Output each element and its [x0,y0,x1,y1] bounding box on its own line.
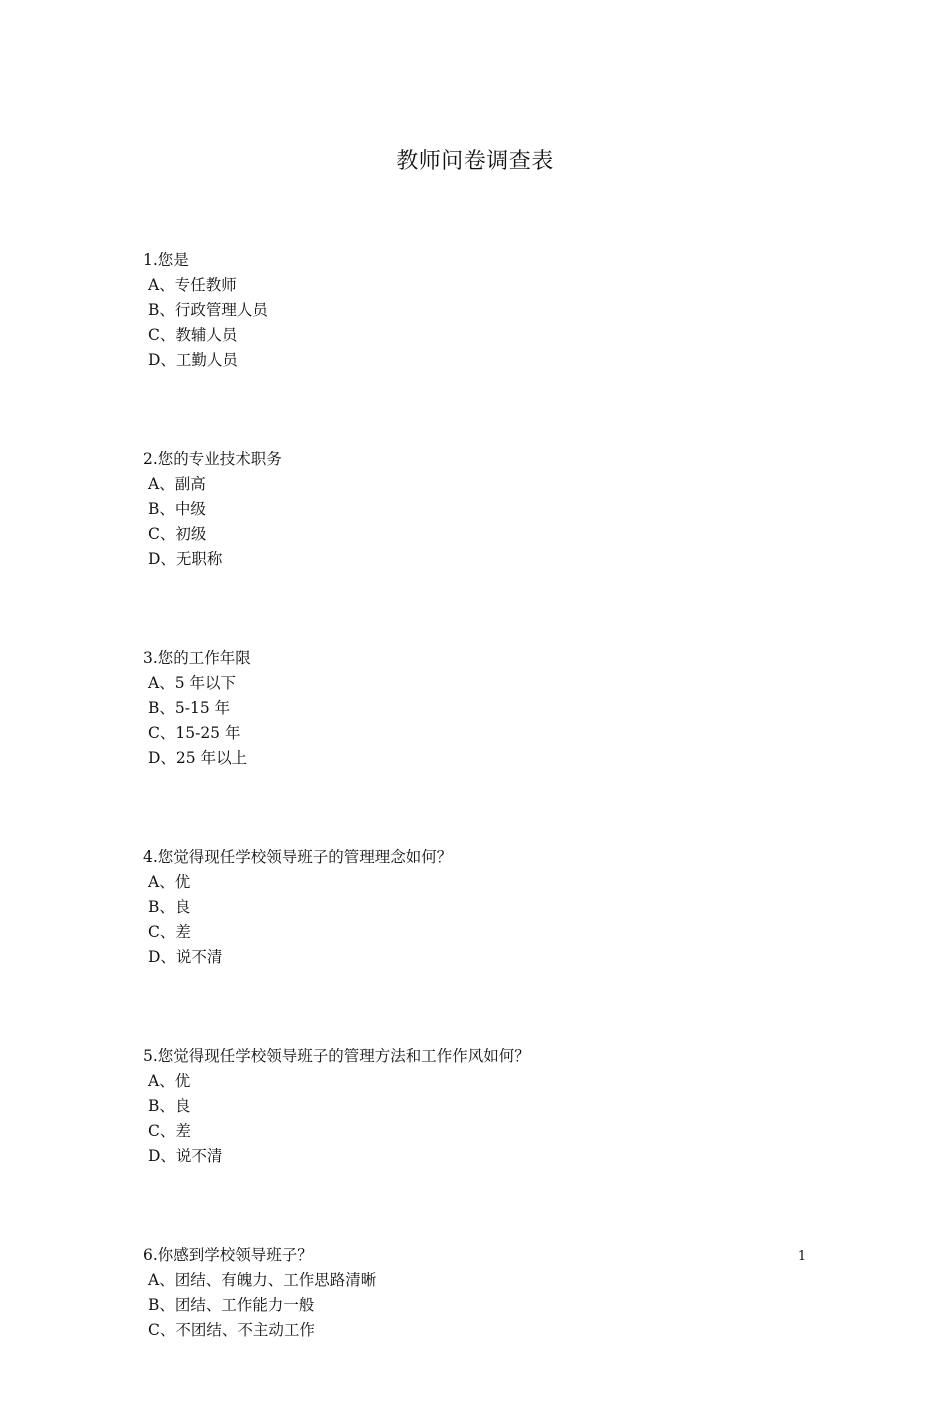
option-c: C、差 [148,923,191,941]
option-c: C、不团结、不主动工作 [148,1321,315,1339]
option-b: B、中级 [148,500,206,518]
question-6 [143,1243,823,1343]
option-d: D、说不清 [148,1147,223,1165]
option-d: D、工勤人员 [148,351,238,369]
question-3 [143,646,823,771]
option-d: D、说不清 [148,948,223,966]
option-a: A、副高 [148,475,206,493]
option-a: A、优 [148,873,191,891]
question-text: 2.您的专业技术职务 [143,450,282,468]
question-text: 4.您觉得现任学校领导班子的管理理念如何？ [143,848,453,866]
question-text: 3.您的工作年限 [143,649,251,667]
question-2 [143,447,823,572]
option-d: D、25 年以上 [148,749,248,767]
option-b: B、良 [148,1097,191,1115]
question-text: 5.您觉得现任学校领导班子的管理方法和工作作风如何？ [143,1047,530,1065]
option-c: C、初级 [148,525,207,543]
option-a: A、专任教师 [148,276,237,294]
option-a: A、团结、有魄力、工作思路清晰 [148,1271,377,1289]
option-c: C、15-25 年 [148,724,241,742]
question-list [143,248,823,1417]
option-c: C、教辅人员 [148,326,238,344]
option-b: B、团结、工作能力一般 [148,1296,315,1314]
option-a: A、优 [148,1072,191,1090]
document-title: 教师问卷调查表 [396,149,554,174]
option-b: B、5-15 年 [148,699,231,717]
question-text: 1.您是 [143,251,189,269]
question-text: 6.你感到学校领导班子？ [143,1246,313,1264]
option-b: B、行政管理人员 [148,301,268,319]
page-number: 1 [797,1249,807,1264]
option-c: C、差 [148,1122,191,1140]
option-b: B、良 [148,898,191,916]
option-a: A、5 年以下 [148,674,236,692]
question-4 [143,845,823,970]
option-d: D、无职称 [148,550,223,568]
question-5 [143,1044,823,1169]
question-1 [143,248,823,373]
